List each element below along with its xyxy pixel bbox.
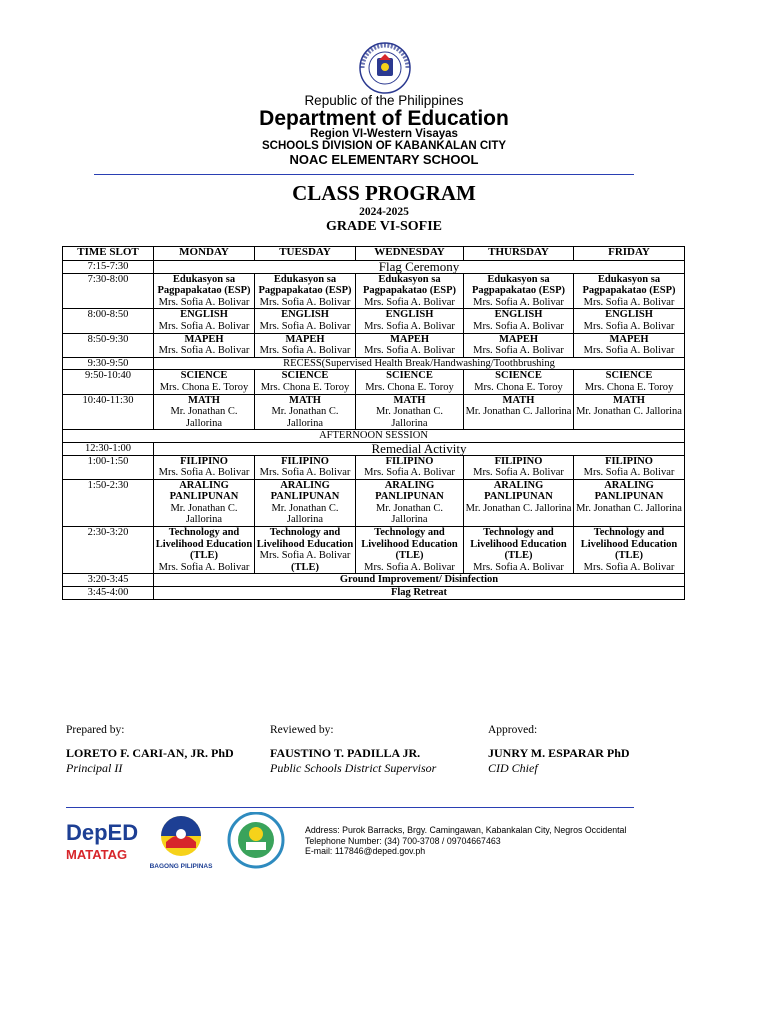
class-cell xyxy=(356,273,464,309)
footer-logos xyxy=(66,812,296,872)
subject-label: ARALING PANLIPUNAN xyxy=(270,479,340,503)
page-title: CLASS PROGRAM xyxy=(292,181,476,205)
class-cell xyxy=(574,309,685,333)
teacher-name: Mrs. Sofia A. Bolivar xyxy=(259,296,351,308)
class-cell xyxy=(574,333,685,357)
class-cell xyxy=(255,333,356,357)
subject-label: MAPEH xyxy=(389,333,430,345)
teacher-name: Mrs. Sofia A. Bolivar xyxy=(158,561,250,573)
matatag-logo-text: MATATAG xyxy=(66,847,128,862)
footer-contact xyxy=(305,825,626,857)
subject-label: MATH xyxy=(188,394,220,406)
teacher-label xyxy=(256,550,354,573)
teacher-name: Mrs. Sofia A. Bolivar xyxy=(158,296,250,308)
class-cell xyxy=(464,394,574,430)
column-header: TIME SLOT xyxy=(63,247,154,261)
footer-telephone: Telephone Number: (34) 700-3708 / 09704667463 xyxy=(305,835,501,846)
teacher-name: Mr. Jonathan C. Jallorina xyxy=(465,406,572,418)
header-divider xyxy=(94,174,634,175)
time-slot-cell: 12:30-1:00 xyxy=(63,442,154,455)
class-cell xyxy=(464,309,574,333)
subject-label: Edukasyon sa Pagpapakatao (ESP) xyxy=(362,273,457,297)
teacher-label xyxy=(155,297,253,309)
class-cell xyxy=(154,479,255,526)
subject-label: SCIENCE xyxy=(281,370,329,382)
class-cell xyxy=(464,527,574,574)
grade-section: GRADE VI-SOFIE xyxy=(325,219,443,234)
deped-seal-icon xyxy=(350,42,420,94)
class-cell xyxy=(574,527,685,574)
activity-span-cell: Ground Improvement/ Disinfection xyxy=(154,574,685,587)
footer-address: Address: Purok Barracks, Brgy. Camingawan, Kabankalan City, Negros Occidental xyxy=(305,825,627,835)
class-cell xyxy=(154,333,255,357)
class-cell xyxy=(464,479,574,526)
teacher-name: Mr. Jonathan C. Jallorina xyxy=(271,502,339,526)
teacher-label xyxy=(256,406,354,429)
teacher-name: Mrs. Chona E. Toroy xyxy=(474,381,563,393)
subject-label: ARALING PANLIPUNAN xyxy=(484,479,553,503)
bagong-pilipinas-text: BAGONG PILIPINAS xyxy=(149,863,213,870)
teacher-label xyxy=(465,382,572,394)
activity-span-cell: RECESS(Supervised Health Break/Handwashing/Toothbrushing xyxy=(154,357,685,370)
subject-label: MATH xyxy=(393,394,426,406)
class-cell xyxy=(154,309,255,333)
class-cell xyxy=(255,309,356,333)
class-cell xyxy=(356,309,464,333)
teacher-name: Mrs. Sofia A. Bolivar xyxy=(364,296,455,308)
class-cell xyxy=(574,273,685,309)
subject-label: SCIENCE xyxy=(180,370,228,382)
time-slot-cell: 9:30-9:50 xyxy=(63,357,154,370)
subject-label: Technology and Livelihood Education (TLE) xyxy=(361,527,458,562)
subject-label: MATH xyxy=(613,394,645,406)
table-row xyxy=(63,273,685,309)
time-slot-cell: 9:50-10:40 xyxy=(63,370,154,394)
teacher-label xyxy=(357,406,462,429)
teacher-label xyxy=(575,382,683,394)
teacher-name: Mr. Jonathan C. Jallorina xyxy=(170,406,238,429)
class-cell xyxy=(356,455,464,479)
subject-label: ENGLISH xyxy=(385,309,434,321)
teacher-label xyxy=(357,503,462,526)
signature-label: Reviewed by: xyxy=(270,724,334,736)
teacher-name: Mrs. Sofia A. Bolivar xyxy=(583,467,675,479)
subject-label: FILIPINO xyxy=(180,455,228,467)
class-cell xyxy=(574,370,685,394)
teacher-label xyxy=(465,406,572,418)
teacher-label xyxy=(256,382,354,394)
subject-label: Edukasyon sa Pagpapakatao (ESP) xyxy=(471,273,566,297)
teacher-label xyxy=(155,467,253,479)
table-row xyxy=(63,370,685,394)
teacher-name: Mrs. Sofia A. Bolivar xyxy=(473,296,564,308)
school-seal-icon xyxy=(229,813,283,867)
signature-name: LORETO F. CARI-AN, JR. PhD xyxy=(66,746,234,760)
deped-logo-text: DepED xyxy=(66,820,139,845)
signature-label: Prepared by: xyxy=(66,724,125,736)
teacher-name: Mrs. Sofia A. Bolivar xyxy=(583,345,675,357)
time-slot-cell: 3:20-3:45 xyxy=(63,574,154,587)
signature-position: CID Chief xyxy=(488,761,538,775)
time-slot-cell: 7:30-8:00 xyxy=(63,273,154,309)
subject-label: ENGLISH xyxy=(281,309,329,321)
teacher-label xyxy=(575,321,683,333)
subject-label: Technology and Livelihood Education (TLE) xyxy=(155,527,253,562)
teacher-label xyxy=(155,562,253,574)
signature-name: FAUSTINO T. PADILLA JR. xyxy=(270,746,421,760)
class-cell xyxy=(154,527,255,574)
teacher-name: Mr. Jonathan C. Jallorina xyxy=(375,502,444,526)
teacher-name: Mrs. Chona E. Toroy xyxy=(260,381,350,393)
teacher-label xyxy=(465,321,572,333)
class-program-table xyxy=(62,246,685,600)
table-row xyxy=(63,574,685,587)
signature-approved xyxy=(488,724,630,776)
subject-label: Technology and Livelihood Education xyxy=(256,527,354,550)
subject-label: ARALING PANLIPUNAN xyxy=(375,479,444,503)
table-row xyxy=(63,455,685,479)
teacher-label xyxy=(465,467,572,479)
teacher-name: Mrs. Sofia A. Bolivar xyxy=(158,320,250,332)
subject-label: FILIPINO xyxy=(605,455,653,467)
teacher-name: Mrs. Sofia A. Bolivar xyxy=(583,296,675,308)
subject-label: Edukasyon sa Pagpapakatao (ESP) xyxy=(258,273,352,297)
class-cell xyxy=(255,455,356,479)
subject-label: MATH xyxy=(289,394,321,406)
signature-label: Approved: xyxy=(488,724,538,736)
class-cell xyxy=(154,455,255,479)
teacher-name: Mrs. Sofia A. Bolivar xyxy=(583,320,675,332)
teacher-label xyxy=(465,297,572,309)
teacher-label xyxy=(155,321,253,333)
class-cell xyxy=(255,273,356,309)
teacher-label xyxy=(256,321,354,333)
teacher-name: Mrs. Sofia A. Bolivar xyxy=(259,550,351,562)
teacher-label xyxy=(465,562,572,574)
teacher-name: Mrs. Sofia A. Bolivar xyxy=(158,467,250,479)
table-row xyxy=(63,442,685,455)
school-year: 2024-2025 xyxy=(359,206,409,218)
teacher-label xyxy=(357,467,462,479)
session-divider: AFTERNOON SESSION xyxy=(63,430,685,443)
teacher-label xyxy=(575,406,683,418)
activity-span-cell: Remedial Activity xyxy=(154,442,685,455)
teacher-name: Mr. Jonathan C. Jallorina xyxy=(465,502,572,514)
time-slot-cell: 8:00-8:50 xyxy=(63,309,154,333)
subject-label: ENGLISH xyxy=(494,309,543,321)
subject-label: Edukasyon sa Pagpapakatao (ESP) xyxy=(582,273,676,297)
subject-label: Technology and Livelihood Education (TLE) xyxy=(470,527,567,562)
class-cell xyxy=(356,370,464,394)
subject-label: ENGLISH xyxy=(605,309,653,321)
time-slot-cell: 8:50-9:30 xyxy=(63,333,154,357)
signature-name: JUNRY M. ESPARAR PhD xyxy=(488,746,630,760)
teacher-label xyxy=(357,297,462,309)
time-slot-cell: 1:50-2:30 xyxy=(63,479,154,526)
signature-position: Principal II xyxy=(66,761,123,775)
class-cell xyxy=(255,527,356,574)
table-row xyxy=(63,394,685,430)
teacher-name: Mrs. Sofia A. Bolivar xyxy=(364,320,455,332)
teacher-label xyxy=(465,503,572,515)
table-header-row xyxy=(63,247,685,261)
activity-span-cell: Flag Retreat xyxy=(154,587,685,600)
teacher-name: Mrs. Sofia A. Bolivar xyxy=(473,467,564,479)
time-slot-cell: 1:00-1:50 xyxy=(63,455,154,479)
class-cell xyxy=(154,394,255,430)
class-cell xyxy=(255,394,356,430)
teacher-label xyxy=(357,345,462,357)
subject-label: FILIPINO xyxy=(281,455,329,467)
subject-label: ARALING PANLIPUNAN xyxy=(169,479,239,503)
school-name: NOAC ELEMENTARY SCHOOL xyxy=(289,152,479,167)
teacher-name: Mrs. Sofia A. Bolivar xyxy=(364,561,455,573)
signature-reviewed xyxy=(270,724,436,776)
teacher-name: Mrs. Sofia A. Bolivar xyxy=(473,345,564,357)
deped-matatag-logo-icon xyxy=(66,820,138,862)
time-slot-cell: 3:45-4:00 xyxy=(63,587,154,600)
column-header: MONDAY xyxy=(154,247,255,261)
teacher-label xyxy=(256,345,354,357)
class-cell xyxy=(356,333,464,357)
table-row xyxy=(63,587,685,600)
teacher-label xyxy=(155,503,253,526)
teacher-label xyxy=(575,467,683,479)
class-cell xyxy=(356,479,464,526)
teacher-label xyxy=(256,467,354,479)
region-text: Region VI-Western Visayas xyxy=(310,128,458,140)
class-cell xyxy=(255,479,356,526)
table-row xyxy=(63,309,685,333)
column-header: WEDNESDAY xyxy=(356,247,464,261)
teacher-name: Mrs. Chona E. Toroy xyxy=(365,381,454,393)
teacher-name: Mrs. Sofia A. Bolivar xyxy=(473,561,564,573)
subject-label: SCIENCE xyxy=(605,370,653,382)
table-row xyxy=(63,357,685,370)
column-header: TUESDAY xyxy=(255,247,356,261)
class-cell xyxy=(255,370,356,394)
activity-span-cell: Flag Ceremony xyxy=(154,261,685,274)
teacher-name: Mr. Jonathan C. Jallorina xyxy=(375,406,444,429)
teacher-label xyxy=(575,503,683,515)
class-cell xyxy=(464,455,574,479)
subject-label: SCIENCE xyxy=(495,370,542,382)
teacher-name: Mrs. Sofia A. Bolivar xyxy=(259,467,351,479)
class-cell xyxy=(356,394,464,430)
teacher-label xyxy=(256,503,354,526)
teacher-name: Mrs. Sofia A. Bolivar xyxy=(583,561,675,573)
teacher-label xyxy=(575,297,683,309)
teacher-label xyxy=(155,406,253,429)
department-title: Department of Education xyxy=(259,107,509,130)
class-cell xyxy=(464,273,574,309)
subject-label: Edukasyon sa Pagpapakatao (ESP) xyxy=(157,273,251,297)
class-cell xyxy=(154,370,255,394)
division-text: SCHOOLS DIVISION OF KABANKALAN CITY xyxy=(261,140,507,152)
teacher-label xyxy=(575,562,683,574)
class-cell xyxy=(464,370,574,394)
subject-label: FILIPINO xyxy=(385,455,434,467)
teacher-name: Mrs. Chona E. Toroy xyxy=(159,381,249,393)
teacher-label xyxy=(256,297,354,309)
subject-suffix: (TLE) xyxy=(290,561,319,573)
republic-text: Republic of the Philippines xyxy=(304,93,464,108)
footer-divider xyxy=(66,807,634,808)
subject-label: MAPEH xyxy=(609,333,649,345)
table-row xyxy=(63,261,685,274)
teacher-name: Mrs. Sofia A. Bolivar xyxy=(259,345,351,357)
teacher-name: Mr. Jonathan C. Jallorina xyxy=(576,502,682,514)
teacher-name: Mrs. Sofia A. Bolivar xyxy=(364,345,455,357)
teacher-name: Mrs. Chona E. Toroy xyxy=(584,381,674,393)
teacher-name: Mr. Jonathan C. Jallorina xyxy=(271,406,339,429)
time-slot-cell: 2:30-3:20 xyxy=(63,527,154,574)
signature-position: Public Schools District Supervisor xyxy=(270,761,437,775)
table-row xyxy=(63,479,685,526)
teacher-label xyxy=(357,562,462,574)
teacher-name: Mrs. Sofia A. Bolivar xyxy=(364,467,455,479)
subject-label: MATH xyxy=(502,394,535,406)
class-cell xyxy=(574,455,685,479)
subject-label: MAPEH xyxy=(498,333,539,345)
teacher-name: Mrs. Sofia A. Bolivar xyxy=(473,320,564,332)
bagong-pilipinas-logo-icon xyxy=(150,816,214,870)
subject-label: SCIENCE xyxy=(386,370,433,382)
subject-label: ARALING PANLIPUNAN xyxy=(594,479,664,503)
class-cell xyxy=(464,333,574,357)
time-slot-cell: 10:40-11:30 xyxy=(63,394,154,430)
teacher-label xyxy=(357,321,462,333)
column-header: THURSDAY xyxy=(464,247,574,261)
subject-label: MAPEH xyxy=(184,333,224,345)
table-row xyxy=(63,527,685,574)
teacher-name: Mr. Jonathan C. Jallorina xyxy=(576,406,682,418)
time-slot-cell: 7:15-7:30 xyxy=(63,261,154,274)
teacher-label xyxy=(357,382,462,394)
teacher-label xyxy=(155,345,253,357)
teacher-label xyxy=(155,382,253,394)
footer-email: E-mail: 117846@deped.gov.ph xyxy=(305,846,426,856)
teacher-name: Mrs. Sofia A. Bolivar xyxy=(259,320,351,332)
class-cell xyxy=(356,527,464,574)
teacher-name: Mr. Jonathan C. Jallorina xyxy=(170,502,238,526)
column-header: FRIDAY xyxy=(574,247,685,261)
class-cell xyxy=(574,394,685,430)
teacher-label xyxy=(575,345,683,357)
teacher-name: Mrs. Sofia A. Bolivar xyxy=(158,345,250,357)
subject-label: FILIPINO xyxy=(494,455,543,467)
teacher-label xyxy=(465,345,572,357)
subject-label: Technology and Livelihood Education (TLE) xyxy=(580,527,678,562)
signature-prepared xyxy=(66,724,234,776)
class-cell xyxy=(574,479,685,526)
class-cell xyxy=(154,273,255,309)
subject-label: MAPEH xyxy=(285,333,325,345)
subject-label: ENGLISH xyxy=(180,309,228,321)
table-row xyxy=(63,333,685,357)
